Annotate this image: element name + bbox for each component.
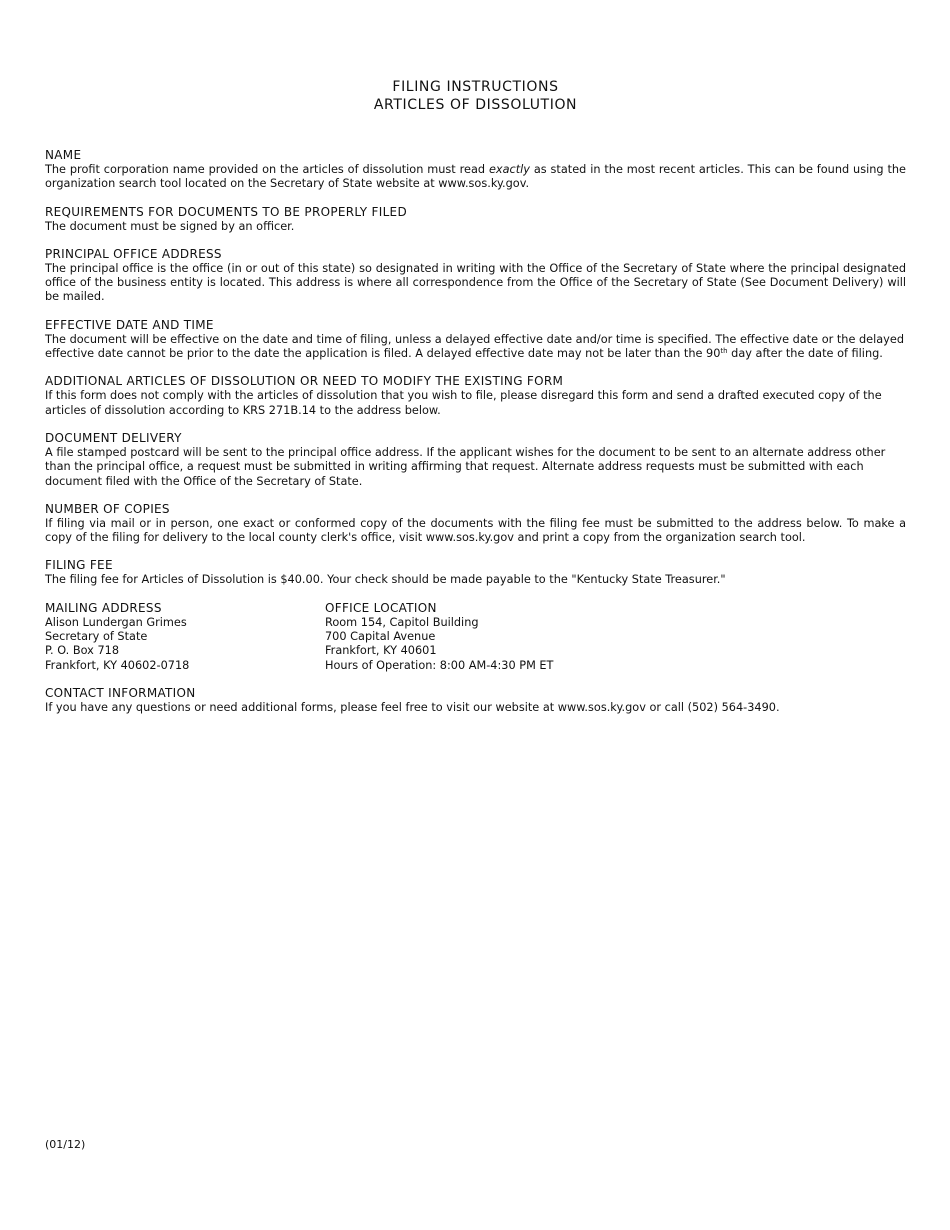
body-text-part: day after the date of filing. (727, 347, 883, 361)
section-body (45, 163, 906, 192)
section-name (45, 148, 906, 192)
section-body: If filing via mail or in person, one exact or conformed copy of the documents with the filing fee must be submitted to the address below. To make a copy of the filing for delivery to the local county clerk's office, visit www.sos.ky.gov and print a copy from the organization search tool. (45, 516, 906, 545)
section-body: The principal office is the office (in or out of this state) so designated in writing with the Office of the Secretary of State where the principal designated office of the business entity is located. This address is where all correspondence from the Office of the Secretary of State (See Document Delivery) will be mailed. (45, 261, 906, 304)
address-line: Secretary of State (45, 630, 148, 644)
section-effective-date (45, 318, 906, 362)
section-heading: MAILING ADDRESS (45, 600, 162, 615)
mailing-address (45, 601, 325, 673)
section-body (45, 333, 906, 362)
section-document-delivery (45, 431, 906, 489)
address-block (45, 601, 906, 673)
section-body: If you have any questions or need additional forms, please feel free to visit our website at www.sos.ky.gov or call (502) 564-3490. (45, 700, 780, 714)
section-heading: OFFICE LOCATION (325, 600, 437, 615)
section-contact-information (45, 686, 906, 715)
address-line: Frankfort, KY 40601 (325, 644, 437, 658)
section-heading: DOCUMENT DELIVERY (45, 430, 182, 445)
document-title (45, 78, 906, 114)
address-line: Frankfort, KY 40602-0718 (45, 658, 190, 672)
section-body: The filing fee for Articles of Dissolution is $40.00. Your check should be made payable to the "Kentucky State Treasurer." (45, 573, 726, 587)
section-heading: NUMBER OF COPIES (45, 501, 170, 516)
title-line-1: FILING INSTRUCTIONS (392, 79, 559, 95)
document-page (45, 78, 906, 715)
body-text-part: The document will be effective on the date and time of filing, unless a delayed effective date and/or time is specified. The effective date or the delayed effective date cannot be prior to the date the application is filed. A delayed effective date may not be later than the 90 (45, 332, 904, 361)
section-requirements (45, 205, 906, 234)
section-principal-office (45, 247, 906, 305)
section-heading: NAME (45, 148, 82, 162)
address-line: Alison Lundergan Grimes (45, 615, 187, 629)
address-line: 700 Capital Avenue (325, 630, 436, 644)
section-body: The document must be signed by an officer. (45, 219, 295, 233)
section-number-of-copies (45, 502, 906, 546)
section-filing-fee (45, 558, 906, 587)
emphasis-text: exactly (488, 163, 530, 176)
address-line: Room 154, Capitol Building (325, 615, 479, 629)
body-text-part: The profit corporation name provided on the articles of dissolution must read (45, 163, 489, 176)
section-heading: ADDITIONAL ARTICLES OF DISSOLUTION OR NEED TO MODIFY THE EXISTING FORM (45, 374, 564, 389)
section-body: A file stamped postcard will be sent to the principal office address. If the applicant wishes for the document to be sent to an alternate address other than the principal office, a request must be submitted in writing affirming that request. Alternate address requests must be submitted with each document filed with the Office of the Secretary of State. (45, 445, 886, 488)
address-line: P. O. Box 718 (45, 644, 120, 658)
section-body: If this form does not comply with the articles of dissolution that you wish to file, please disregard this form and send a drafted executed copy of the articles of dissolution according to KRS 271B.14 to the address below. (45, 389, 882, 417)
section-heading: EFFECTIVE DATE AND TIME (45, 317, 214, 332)
title-line-2: ARTICLES OF DISSOLUTION (373, 97, 578, 113)
office-location (325, 601, 725, 673)
revision-date: (01/12) (45, 1138, 86, 1151)
section-heading: REQUIREMENTS FOR DOCUMENTS TO BE PROPERLY FILED (45, 204, 407, 219)
section-additional-articles (45, 374, 906, 418)
section-heading: CONTACT INFORMATION (45, 685, 196, 700)
section-heading: FILING FEE (45, 558, 113, 573)
ordinal-superscript: th (720, 347, 728, 356)
section-heading: PRINCIPAL OFFICE ADDRESS (45, 246, 222, 261)
body-text-part: as stated in the most recent articles. This can be found using the organization search tool located on the Secretary of State website at www.sos.ky.gov. (45, 163, 906, 191)
address-line: Hours of Operation: 8:00 AM-4:30 PM ET (325, 658, 554, 672)
